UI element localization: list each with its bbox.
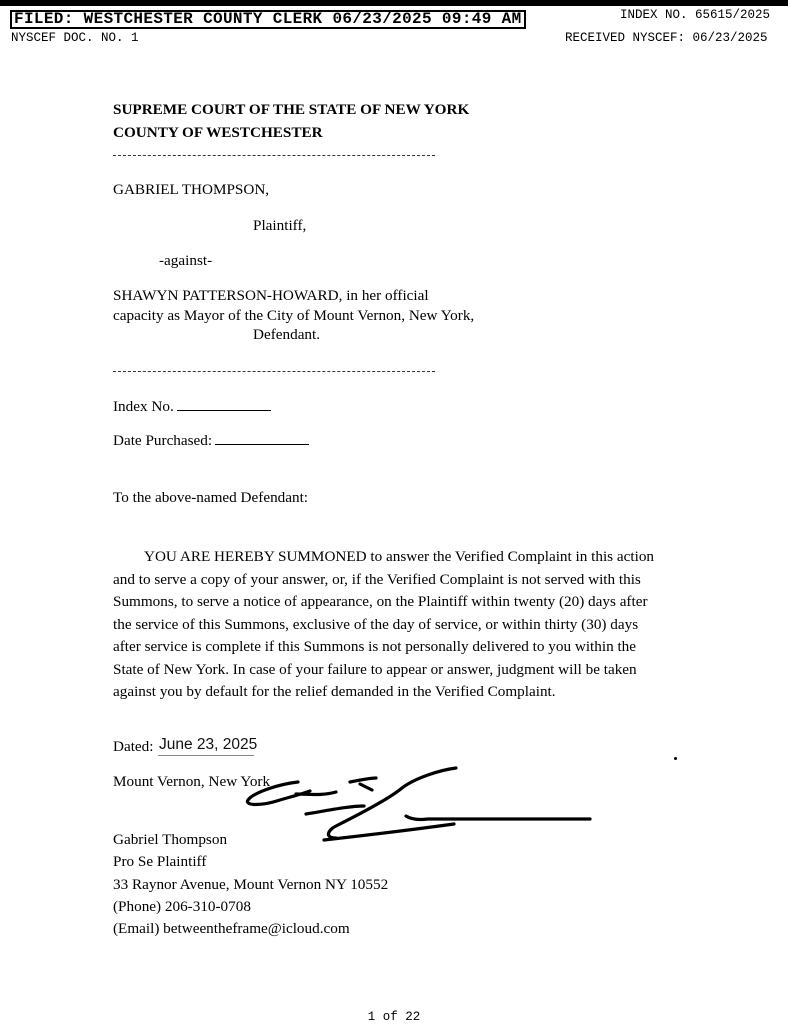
signer-title: Pro Se Plaintiff xyxy=(113,853,207,870)
dated-value: June 23, 2025 xyxy=(159,736,258,753)
body-line: State of New York. In case of your failure to appear or answer, judgment will be taken xyxy=(113,660,637,678)
signer-name: Gabriel Thompson xyxy=(113,831,228,848)
dated-place: Mount Vernon, New York xyxy=(113,773,271,790)
salutation: To the above-named Defendant: xyxy=(113,489,309,506)
signer-phone: (Phone) 206-310-0708 xyxy=(113,898,251,915)
defendant-name-line1: SHAWYN PATTERSON-HOWARD, in her official xyxy=(113,287,429,304)
nyscef-doc-number: NYSCEF DOC. NO. 1 xyxy=(11,31,139,45)
plaintiff-name: GABRIEL THOMPSON, xyxy=(113,181,270,198)
signer-email: (Email) betweentheframe@icloud.com xyxy=(113,920,350,937)
county-name: COUNTY OF WESTCHESTER xyxy=(113,124,323,141)
defendant-name-line2: capacity as Mayor of the City of Mount Vernon, New York, xyxy=(113,307,475,324)
dated-underline xyxy=(158,755,254,756)
body-line: after service is complete if this Summons is not personally delivered to you within the xyxy=(113,638,637,655)
plaintiff-role: Plaintiff, xyxy=(253,217,307,234)
body-line: YOU ARE HEREBY SUMMONED to answer the Verified Complaint in this action xyxy=(144,548,655,565)
stray-mark xyxy=(674,757,677,760)
received-nyscef-date: RECEIVED NYSCEF: 06/23/2025 xyxy=(565,31,768,45)
caption-divider-top xyxy=(113,155,435,156)
handwritten-signature xyxy=(240,764,600,844)
dated-label: Dated: xyxy=(113,738,154,755)
index-number: INDEX NO. 65615/2025 xyxy=(620,8,771,22)
date-purchased-blank xyxy=(215,431,309,445)
against-label: -against- xyxy=(159,252,213,269)
body-line: and to serve a copy of your answer, or, if the Verified Complaint is not served with this xyxy=(113,570,641,588)
court-name: SUPREME COURT OF THE STATE OF NEW YORK xyxy=(113,101,470,118)
body-line: against you by default for the relief demanded in the Verified Complaint. xyxy=(113,683,556,700)
defendant-role: Defendant. xyxy=(253,326,321,343)
body-line: Summons, to serve a notice of appearance, on the Plaintiff within twenty (20) days after xyxy=(113,593,648,610)
top-border-bar xyxy=(0,0,788,6)
index-no-blank xyxy=(177,397,271,411)
signer-address: 33 Raynor Avenue, Mount Vernon NY 10552 xyxy=(113,876,389,893)
summons-paragraph xyxy=(113,546,673,704)
date-purchased-label: Date Purchased: xyxy=(113,432,213,449)
body-line: the service of this Summons, exclusive of the day of service, or within thirty (30) days xyxy=(113,615,639,633)
date-purchased-field xyxy=(113,431,309,450)
index-no-field xyxy=(113,397,271,416)
index-no-label: Index No. xyxy=(113,398,174,415)
page-number: 1 of 22 xyxy=(367,1010,421,1024)
filed-stamp: FILED: WESTCHESTER COUNTY CLERK 06/23/2025 09:49 AM xyxy=(10,10,526,29)
caption-divider-bottom xyxy=(113,371,435,372)
